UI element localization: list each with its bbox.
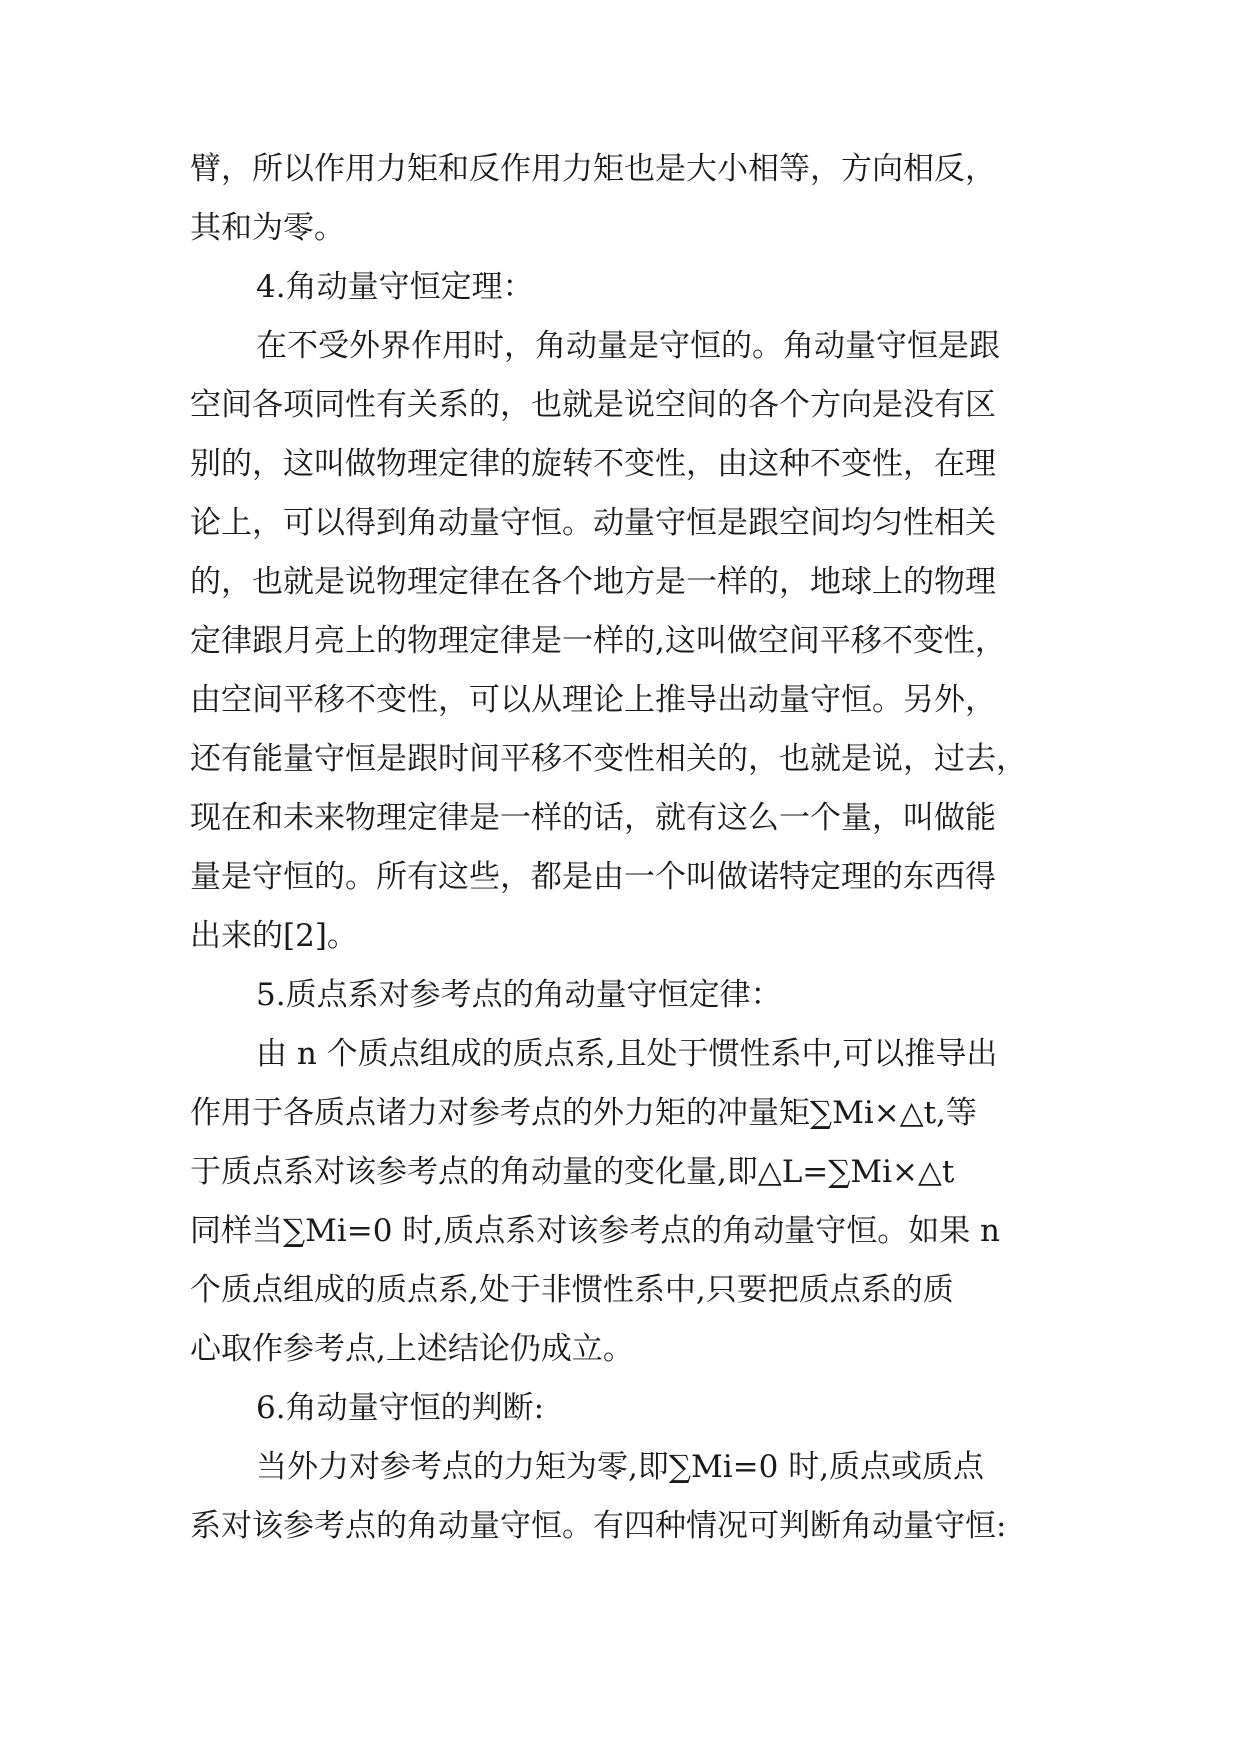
text-line: 的，也就是说物理定律在各个地方是一样的，地球上的物理 <box>190 564 996 600</box>
text-line: 定律跟月亮上的物理定律是一样的,这叫做空间平移不变性， <box>190 623 1006 659</box>
text-line: 当外力对参考点的力矩为零,即∑Mi=0 时,质点或质点 <box>256 1449 985 1485</box>
text-line: 作用于各质点诸力对参考点的外力矩的冲量矩∑Mi×△t,等 <box>190 1095 977 1131</box>
text-line: 由 n 个质点组成的质点系,且处于惯性系中,可以推导出 <box>256 1036 998 1072</box>
text-line: 心取作参考点,上述结论仍成立。 <box>190 1331 634 1367</box>
text-line: 还有能量守恒是跟时间平移不变性相关的，也就是说，过去， <box>190 741 1027 777</box>
text-line: 现在和未来物理定律是一样的话，就有这么一个量，叫做能 <box>190 800 996 836</box>
text-line: 于质点系对该参考点的角动量的变化量,即△L=∑Mi×△t <box>190 1154 955 1190</box>
text-line: 出来的[2]。 <box>190 918 358 954</box>
text-line: 其和为零。 <box>190 210 345 246</box>
section-heading: 4.角动量守恒定理： <box>256 269 534 305</box>
section-heading: 5.质点系对参考点的角动量守恒定律： <box>256 977 782 1013</box>
text-line: 量是守恒的。所有这些，都是由一个叫做诺特定理的东西得 <box>190 859 996 895</box>
text-line: 空间各项同性有关系的，也就是说空间的各个方向是没有区 <box>190 387 996 423</box>
section-heading: 6.角动量守恒的判断: <box>256 1390 545 1426</box>
text-line: 在不受外界作用时，角动量是守恒的。角动量守恒是跟 <box>256 328 1000 364</box>
text-line: 臂，所以作用力矩和反作用力矩也是大小相等，方向相反， <box>190 151 996 187</box>
text-line: 同样当∑Mi=0 时,质点系对该参考点的角动量守恒。如果 n <box>190 1213 1001 1249</box>
text-line: 论上，可以得到角动量守恒。动量守恒是跟空间均匀性相关 <box>190 505 996 541</box>
text-line: 个质点组成的质点系,处于非惯性系中,只要把质点系的质 <box>190 1272 954 1308</box>
text-line: 由空间平移不变性，可以从理论上推导出动量守恒。另外， <box>190 682 996 718</box>
body-text <box>190 140 1070 1556</box>
text-line: 别的，这叫做物理定律的旋转不变性，由这种不变性，在理 <box>190 446 996 482</box>
text-line: 系对该参考点的角动量守恒。有四种情况可判断角动量守恒: <box>190 1508 1007 1544</box>
